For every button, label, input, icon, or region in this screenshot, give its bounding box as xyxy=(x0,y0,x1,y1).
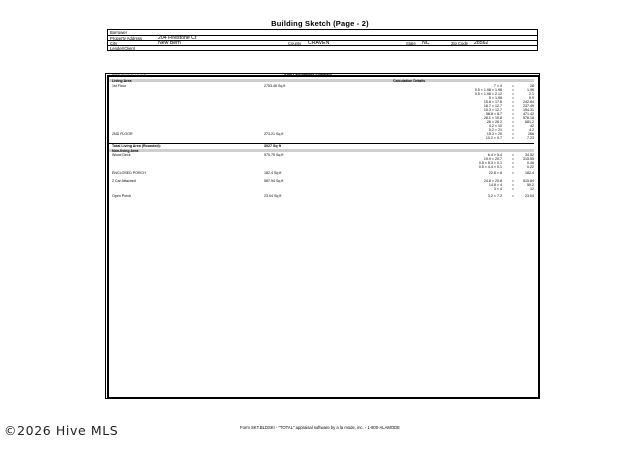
calc-equals: = xyxy=(511,84,514,88)
calc-expression: 14.8 × 4 xyxy=(488,183,502,187)
second-floor-area: 273.21 Sq ft xyxy=(264,132,284,136)
calc-result: 12 xyxy=(530,187,534,191)
first-floor-label: 1st Floor xyxy=(112,84,126,88)
calc-expression: 5 × 1.98 xyxy=(488,96,502,100)
calc-equals: = xyxy=(511,92,514,96)
calc-equals: = xyxy=(511,187,514,191)
calc-result: 42 xyxy=(530,124,534,128)
calc-expression: 15.3 × 12.7 xyxy=(483,108,502,112)
zip-value: 28562 xyxy=(474,40,489,47)
calc-expression: 6.4 × 5.4 xyxy=(487,153,502,157)
calc-result: 28 xyxy=(530,84,534,88)
calc-result: 576.18 xyxy=(523,116,534,120)
calc-equals: = xyxy=(511,128,514,132)
subject-header-box xyxy=(107,29,538,51)
calc-result: 681.2 xyxy=(525,120,534,124)
calc-result: 4.2 xyxy=(529,128,534,132)
calc-expression: 10.2 × 0.7 xyxy=(485,136,502,140)
zip-label: Zip Code xyxy=(451,41,468,46)
calc-equals: = xyxy=(511,96,514,100)
open-porch-label: Open Porch xyxy=(112,194,132,198)
sketch-note: TOTAL Sketch by a la mode xyxy=(112,73,147,77)
property-label: Property Address xyxy=(110,36,143,41)
calc-expression: 4.2 × 10 xyxy=(488,124,502,128)
calc-expression: 26 × 26.2 xyxy=(486,120,502,124)
calc-expression: 3 × 4 xyxy=(493,187,502,191)
calc-expression: 0.5 × 1.98 × 1.98 xyxy=(474,88,502,92)
living-area-header-bar xyxy=(109,79,534,82)
second-floor-label: 2ND FLOOR xyxy=(112,132,133,136)
calc-result: 315.55 xyxy=(523,157,534,161)
living-area-heading: Living Area xyxy=(112,78,132,83)
summary-title: Area Calculations Summary xyxy=(284,73,332,77)
calc-details-heading: Calculation Details xyxy=(393,78,426,83)
calc-equals: = xyxy=(511,171,514,175)
calc-result: 0.22 xyxy=(527,165,534,169)
calc-result: 515.84 xyxy=(523,179,534,183)
calc-result: 59.2 xyxy=(527,183,534,187)
first-floor-area: 2753.46 Sq ft xyxy=(264,84,286,88)
county-value: CRAVEN xyxy=(308,40,330,47)
calc-equals: = xyxy=(511,165,514,169)
garage-label: 2 Car Attached xyxy=(112,179,136,183)
calc-equals: = xyxy=(511,153,514,157)
state-value: NC xyxy=(422,40,430,47)
enclosed-porch-area: 182.4 Sq ft xyxy=(264,171,282,175)
calc-expression: 7 × 4 xyxy=(493,84,502,88)
form-footer: Form SKT.BLDSKI - "TOTAL" appraisal software by a la mode, inc. - 1-800-ALAMODE xyxy=(240,425,400,430)
calc-result: 471.42 xyxy=(523,112,534,116)
state-label: State xyxy=(406,41,416,46)
total-living-label: Total Living Area (Rounded): xyxy=(112,144,161,148)
calc-expression: 0.2 × 21 xyxy=(488,128,502,132)
lender-row xyxy=(108,45,537,51)
calc-equals: = xyxy=(511,108,514,112)
calc-equals: = xyxy=(511,194,514,198)
calc-expression: 24.8 × 20.8 xyxy=(483,179,502,183)
calc-equals: = xyxy=(511,136,514,140)
total-living-value: 3027 Sq ft xyxy=(264,144,281,148)
calc-result: 237.49 xyxy=(523,104,534,108)
garage-area: 587.94 Sq ft xyxy=(264,179,284,183)
calc-equals: = xyxy=(511,157,514,161)
calc-expression: 3.2 × 7.2 xyxy=(487,194,502,198)
calc-equals: = xyxy=(511,183,514,187)
calc-expression: 58.8 × 8.7 xyxy=(485,112,502,116)
calc-equals: = xyxy=(511,161,514,165)
calc-equals: = xyxy=(511,124,514,128)
calc-expression: 22.8 × 8 xyxy=(488,171,502,175)
property-value: 204 Firestone Ct xyxy=(158,35,197,42)
calc-result: 2.1 xyxy=(529,92,534,96)
calc-expression: 28.1 × 19.8 xyxy=(483,116,502,120)
wood-deck-area: 570.75 Sq ft xyxy=(264,153,284,157)
calc-equals: = xyxy=(511,104,514,108)
calc-equals: = xyxy=(511,116,514,120)
wood-deck-label: Wood Deck xyxy=(112,153,131,157)
calc-expression: 15.8 × 17.6 xyxy=(483,100,502,104)
nonliving-header-bar xyxy=(109,149,534,152)
calc-result: 194.31 xyxy=(523,108,534,112)
total-divider xyxy=(109,143,534,144)
calc-equals: = xyxy=(511,120,514,124)
calc-expression: 0.5 × 8.3 × 0.1 xyxy=(478,161,502,165)
calc-equals: = xyxy=(511,112,514,116)
calc-expression: 0.5 × 4.4 × 0.1 xyxy=(478,165,502,169)
calc-equals: = xyxy=(511,132,514,136)
calc-result: 182.4 xyxy=(525,171,534,175)
watermark-text: ©2026 Hive MLS xyxy=(4,423,119,438)
calc-result: 23.04 xyxy=(525,194,534,198)
lender-label: Lender/Client xyxy=(110,46,135,51)
calc-result: 0.46 xyxy=(527,161,534,165)
calc-result: 1.96 xyxy=(527,88,534,92)
page-title: Building Sketch (Page - 2) xyxy=(271,19,369,28)
calc-expression: 15.3 × 20 xyxy=(486,132,502,136)
borrower-label: Borrower xyxy=(110,30,127,35)
calc-result: 34.52 xyxy=(525,153,534,157)
calc-equals: = xyxy=(511,179,514,183)
nonliving-heading: Non-living Area xyxy=(112,148,139,153)
calc-expression: 0.5 × 1.98 × 2.12 xyxy=(474,92,502,96)
calc-result: 242.84 xyxy=(523,100,534,104)
city-value: New Bern xyxy=(158,40,181,47)
calc-result: 7.23 xyxy=(527,136,534,140)
calc-expression: 18.7 × 12.7 xyxy=(483,104,502,108)
calc-result: 9.9 xyxy=(529,96,534,100)
open-porch-area: 23.04 Sq ft xyxy=(264,194,282,198)
county-label: County xyxy=(288,41,302,46)
calc-result: 266 xyxy=(528,132,534,136)
enclosed-porch-label: ENCLOSED PORCH xyxy=(112,171,146,175)
city-label: City xyxy=(110,41,118,46)
calc-equals: = xyxy=(511,100,514,104)
calc-expression: 19.9 × 20.7 xyxy=(483,157,502,161)
calc-equals: = xyxy=(511,88,514,92)
